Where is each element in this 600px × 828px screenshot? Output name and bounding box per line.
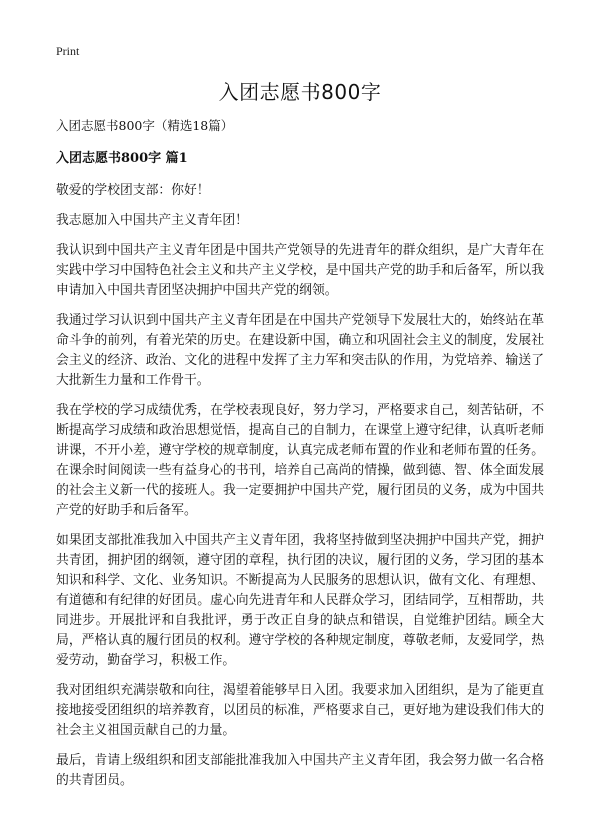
- paragraph-body-1: 我认识到中国共产主义青年团是中国共产党领导的先进青年的群众组织，是广大青年在实践中学习中国特色社会主义和共产主义学校，是中国共产党的助手和后备军，所以我申请加入中国共青团坚决拥护中国共产党的纲领。: [56, 243, 544, 298]
- paragraph-statement: 我志愿加入中国共产主义青年团！: [56, 213, 248, 228]
- section-heading: 入团志愿书800字 篇1: [56, 151, 188, 166]
- document-title: 入团志愿书800字: [218, 80, 382, 104]
- print-link[interactable]: Print: [56, 44, 80, 58]
- paragraph-body-2: 我通过学习认识到中国共产主义青年团是在中国共产党领导下发展壮大的，始终站在革命斗争的前列，有着光荣的历史。在建设新中国，确立和巩固社会主义的制度，发展社会主义的经济、政治、文化的进程中发挥了主力军和突击队的作用，为党培养、输送了大批新生力量和工作骨干。: [56, 313, 544, 388]
- paragraph-greeting: 敬爱的学校团支部：你好！: [56, 183, 210, 198]
- paragraph-body-5: 我对团组织充满崇敬和向往，渴望着能够早日入团。我要求加入团组织，是为了能更直接地接受团组织的培养教育，以团员的标准，严格要求自己，更好地为建设我们伟大的社会主义祖国贡献自己的力量。: [56, 683, 544, 738]
- paragraph-body-3: 我在学校的学习成绩优秀，在学校表现良好，努力学习，严格要求自己，刻苦钻研，不断提高学习成绩和政治思想觉悟，提高自己的自制力，在课堂上遵守纪律，认真听老师讲课，不开小差，遵守学校的规章制度，认真完成老师布置的作业和老师布置的任务。在课余时间阅读一些有益身心的书刊，培养自己高尚的情操，做到德、智、体全面发展的社会主义新一代的接班人。我一定要拥护中国共产党，履行团员的义务，成为中国共产党的好助手和后备军。: [56, 403, 544, 518]
- paragraph-closing: 最后，肯请上级组织和团支部能批准我加入中国共产主义青年团，我会努力做一名合格的共青团员。: [56, 753, 544, 788]
- document-subtitle: 入团志愿书800字（精选18篇）: [56, 118, 234, 133]
- paragraph-body-4: 如果团支部批准我加入中国共产主义青年团，我将坚持做到坚决拥护中国共产党，拥护共青团，拥护团的纲领，遵守团的章程，执行团的决议，履行团的义务，学习团的基本知识和科学、文化、业务知识。不断提高为人民服务的思想认识，做有文化、有理想、有道德和有纪律的好团员。虚心向先进青年和人民群众学习，团结同学，互相帮助，共同进步。开展批评和自我批评，勇于改正自身的缺点和错误，自觉维护团结。顾全大局，严格认真的履行团员的权利。遵守学校的各种规定制度，尊敬老师，友爱同学，热爱劳动，勤奋学习，积极工作。: [56, 533, 544, 668]
